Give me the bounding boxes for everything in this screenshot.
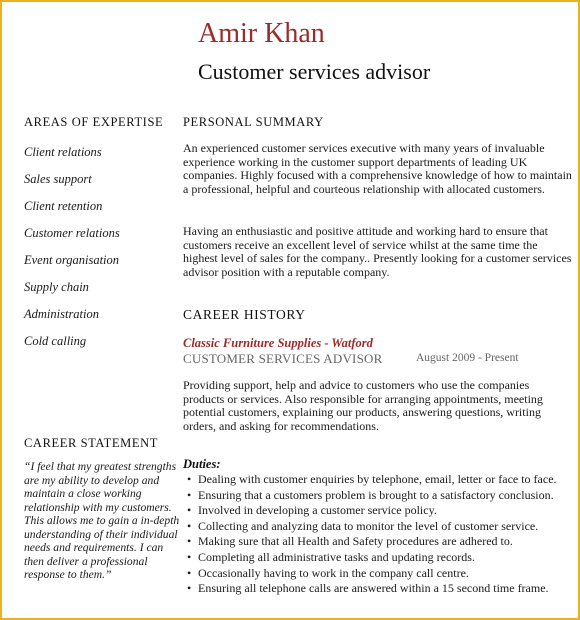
job-title: CUSTOMER SERVICES ADVISOR bbox=[183, 351, 383, 366]
duties-label: Duties: bbox=[183, 457, 221, 471]
bullet-icon: • bbox=[187, 534, 192, 549]
bullet-icon: • bbox=[187, 487, 192, 502]
bullet-icon: • bbox=[187, 549, 192, 564]
bullet-icon: • bbox=[187, 503, 192, 518]
expertise-item: Event organisation bbox=[24, 253, 120, 267]
duty-item: • Ensuring that a customers problem is brought to a satisfactory conclusion. bbox=[187, 487, 554, 502]
bullet-icon: • bbox=[187, 518, 192, 533]
duty-item: • Completing all administrative tasks and updating records. bbox=[187, 549, 475, 564]
expertise-item: Supply chain bbox=[24, 280, 89, 294]
job-dates: August 2009 - Present bbox=[416, 352, 519, 364]
bullet-icon: • bbox=[187, 472, 192, 486]
duties-list bbox=[187, 472, 557, 597]
summary-paragraph-2: Having an enthusiastic and positive attitude and working hard to ensure that customers receive an excellent level of service whilst at the same time the highest level of sales for the company.. Presently looking for a customer services advisor position with a reputable company. bbox=[183, 224, 572, 279]
job-description: Providing support, help and advice to customers who use the companies products or services. Also responsible for arranging appointments, meeting potential customers, explaining our products, answering questions, writing orders, and asking for recommendations. bbox=[183, 378, 543, 433]
expertise-list bbox=[24, 144, 120, 360]
candidate-title: Customer services advisor bbox=[198, 59, 431, 84]
duty-item: • Collecting and analyzing data to monitor the level of customer service. bbox=[187, 518, 539, 533]
expertise-item: Customer relations bbox=[24, 226, 120, 240]
career-statement-text: “I feel that my greatest strengths are my ability to develop and maintain a close working relationship with my customers. This allows me to gain a in-depth understanding of their individual needs and requirements. I can then deliver a professional response to them.” bbox=[24, 460, 180, 581]
expertise-item: Client retention bbox=[24, 199, 103, 213]
bullet-icon: • bbox=[187, 565, 192, 580]
duty-item: • Making sure that all Health and Safety procedures are adhered to. bbox=[187, 534, 513, 549]
expertise-item: Sales support bbox=[24, 172, 92, 186]
duty-item: • Dealing with customer enquiries by telephone, email, letter or face to face. bbox=[187, 472, 557, 486]
expertise-item: Administration bbox=[24, 307, 100, 321]
personal-summary-heading: PERSONAL SUMMARY bbox=[183, 115, 324, 129]
duty-item: • Ensuring all telephone calls are answered within a 15 second time frame. bbox=[187, 581, 549, 596]
duty-item: • Involved in developing a customer service policy. bbox=[187, 503, 437, 518]
employer-name: Classic Furniture Supplies - Watford bbox=[183, 336, 373, 350]
career-statement-heading: CAREER STATEMENT bbox=[24, 436, 158, 450]
duty-item: • Occasionally having to work in the company call centre. bbox=[187, 565, 469, 580]
career-history-heading: CAREER HISTORY bbox=[183, 307, 306, 322]
bullet-icon: • bbox=[187, 581, 192, 596]
expertise-item: Client relations bbox=[24, 145, 102, 159]
expertise-item: Cold calling bbox=[24, 334, 87, 348]
summary-paragraph-1: An experienced customer services executive with many years of invaluable experience working in the customer support departments of leading UK companies. Highly focused with a comprehensive knowledge of how to maintain a professional, helpful and courteous relationship with allocated customers. bbox=[183, 141, 572, 196]
candidate-name: Amir Khan bbox=[198, 18, 325, 49]
expertise-heading: AREAS OF EXPERTISE bbox=[24, 115, 164, 129]
